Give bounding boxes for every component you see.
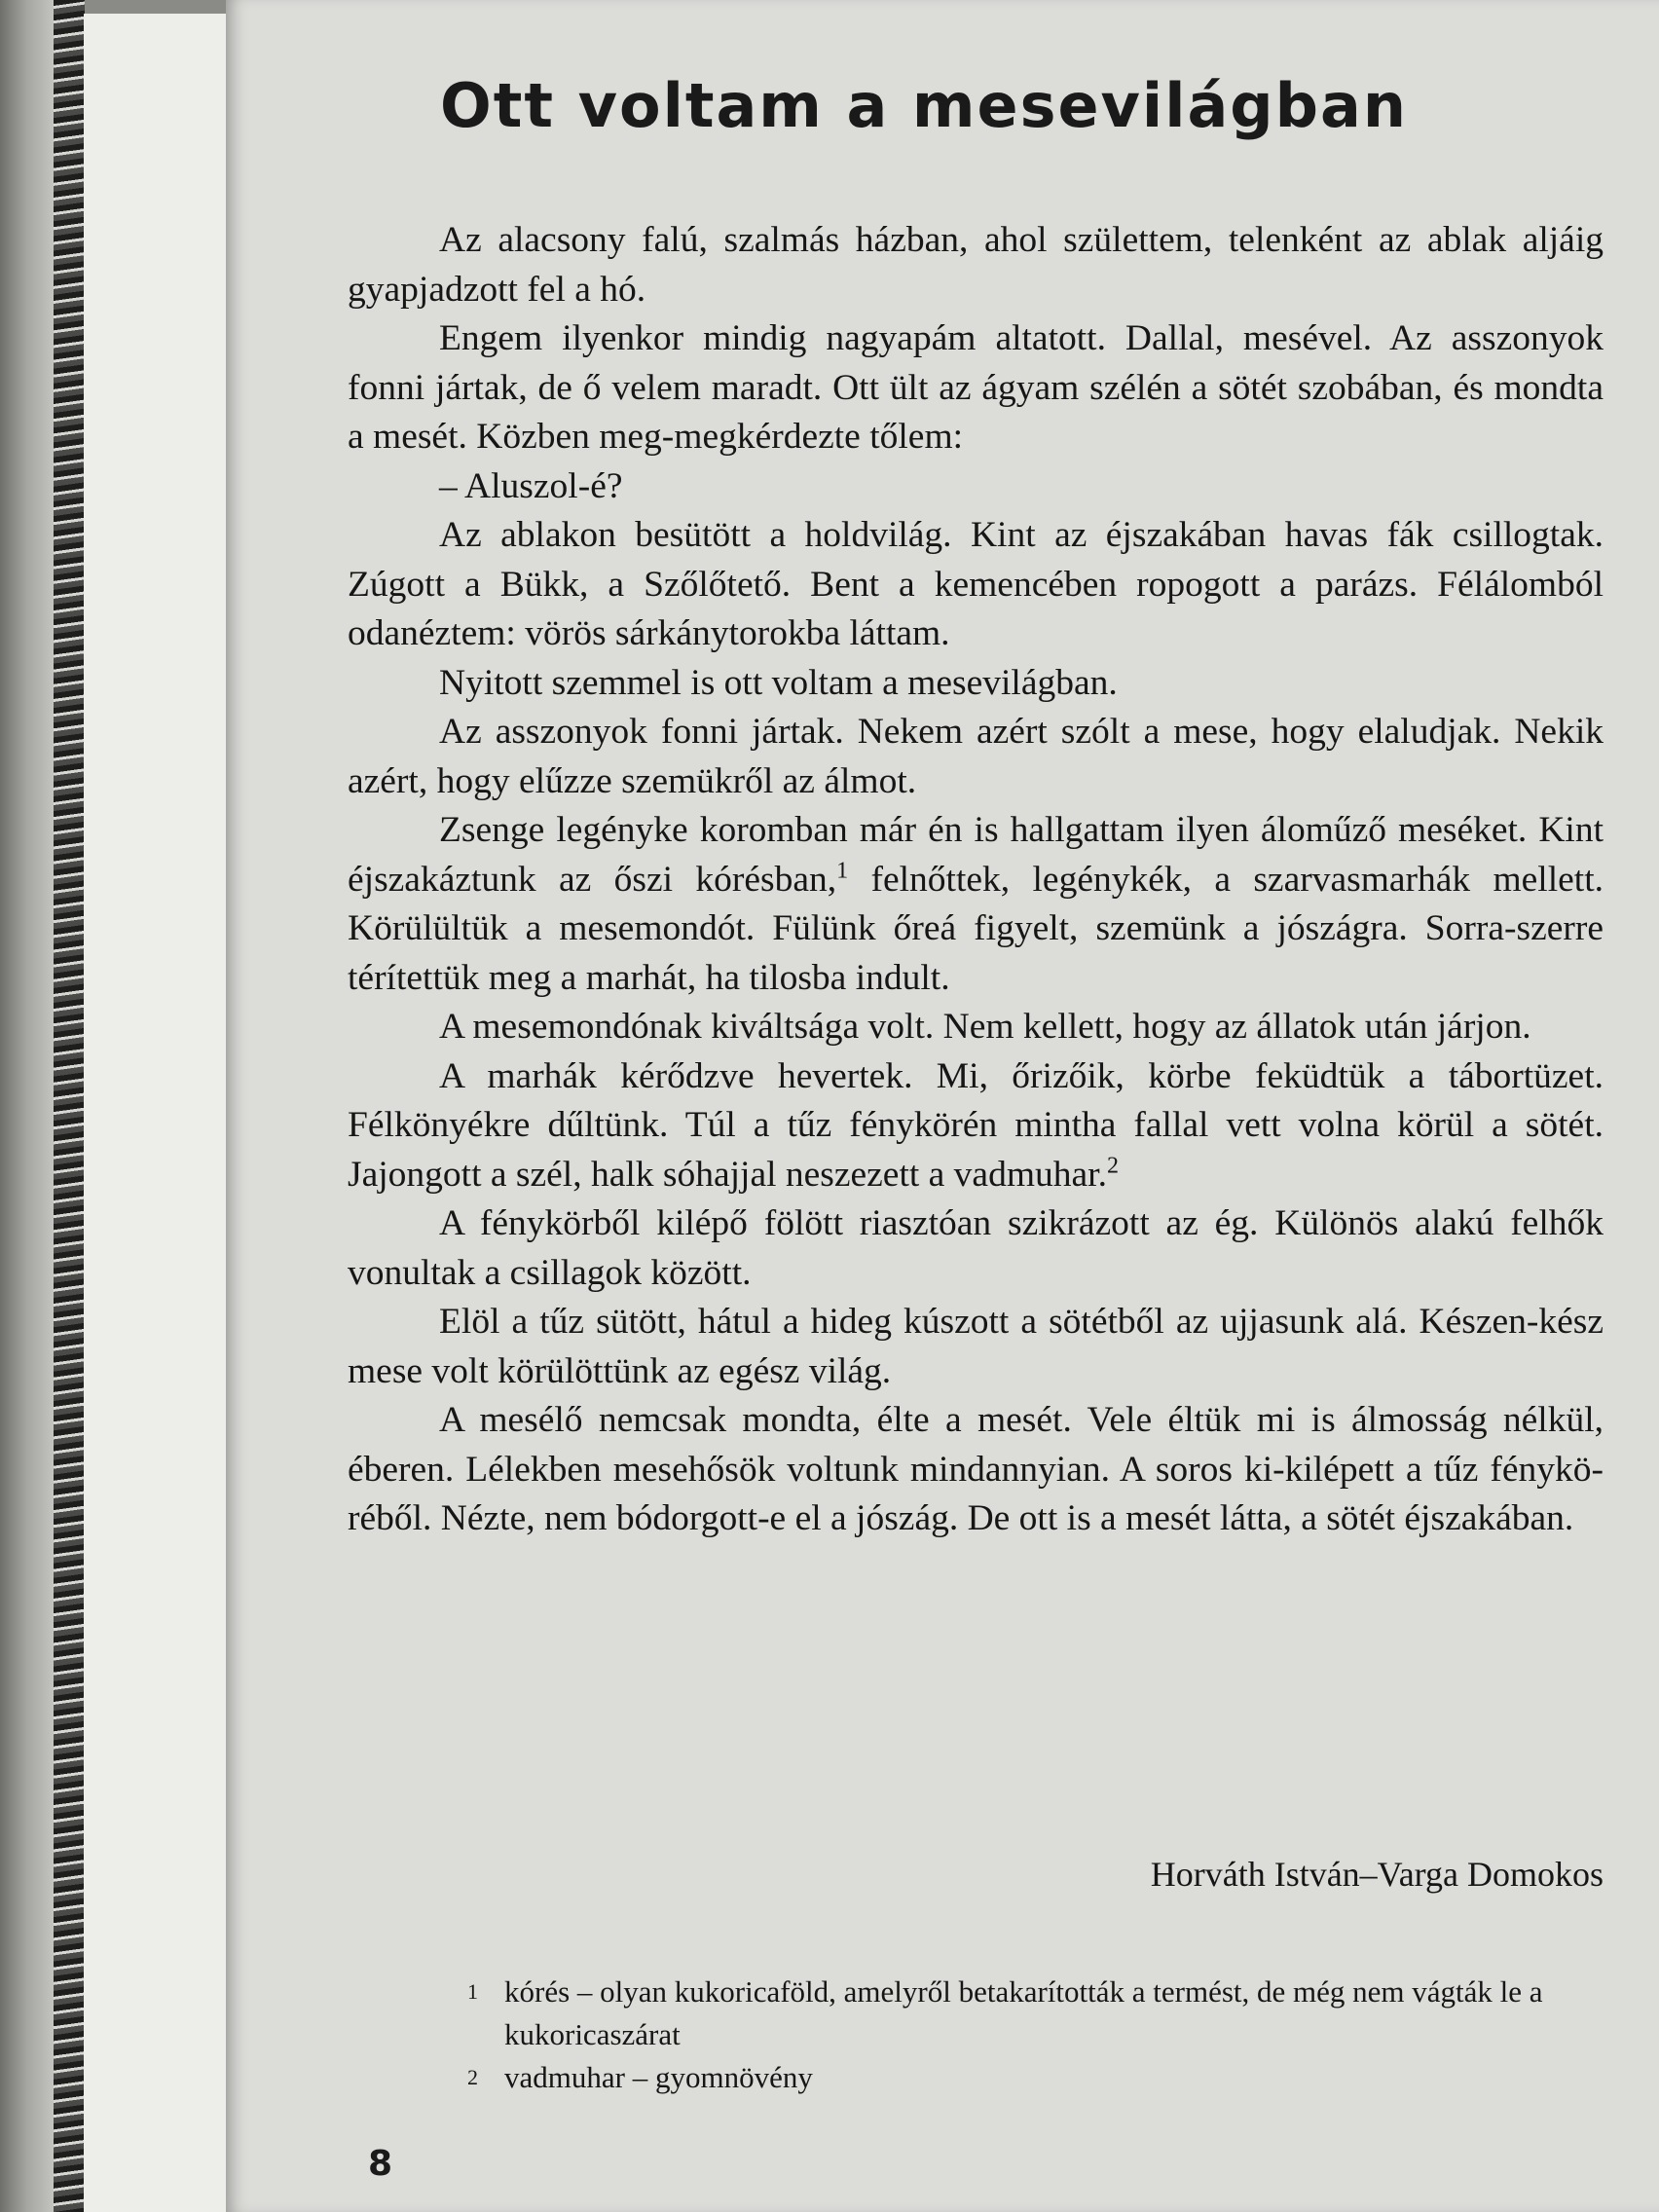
previous-page-margin: [84, 14, 228, 2212]
footnotes: [467, 1971, 1606, 2099]
footnote-number: 2: [467, 2065, 478, 2089]
footnote-marker: 1: [836, 858, 849, 883]
page-number: 8: [368, 2144, 393, 2184]
paragraph: Engem ilyenkor mindig nagyapám altatott. Dallal, mesével. Az asszonyok fonni jártak, de ő velem maradt. Ott ült az ágyam szélén a sötét szobában, és mondta a mesét. Közben meg-megkérdezte tőlem:: [348, 318, 1604, 457]
page-title: Ott voltam a mesevilágban: [440, 70, 1409, 141]
paragraph: A mesélő nemcsak mondta, élte a mesét. Vele éltük mi is álmosság nélkül, éberen. Lélekben mesehősök voltunk mindannyian. A soros ki-kilépett a tűz fényköréből. Nézte, nem bódorgott-e el a jószág. De ott is a mesét látta, a sötét éjszakában.: [348, 1400, 1604, 1538]
paragraph: [348, 1052, 1604, 1200]
paragraph: Nyitott szemmel is ott voltam a mesevilágban.: [439, 662, 1118, 703]
author-credit: Horváth István–Varga Domokos: [1150, 1855, 1604, 1894]
paragraph-text: A marhák kérődzve hevertek. Mi, őrizőik, körbe feküdtük a tábortüzet. Félkönyékre dűltünk. Túl a tűz fénykörén mintha fallal vett volna körül a sötét. Jajongott a szél, halk sóhajjal neszezett a vadmuhar.: [348, 1055, 1604, 1195]
book-edge: [0, 0, 58, 2212]
paragraph: A mesemondónak kiváltsága volt. Nem kellett, hogy az állatok után járjon.: [439, 1007, 1531, 1047]
paragraph: Az asszonyok fonni jártak. Nekem azért szólt a mese, hogy elaludjak. Nekik azért, hogy elűzze szemükről az álmot.: [348, 712, 1604, 801]
footnote: [467, 1971, 1606, 2056]
paragraph-text: Zsenge legényke koromban már én is hallgattam ilyen áloműző meséket. Kint éjszakáztunk az őszi kórésban,: [348, 810, 1604, 900]
paragraph: – Aluszol-é?: [439, 465, 623, 506]
footnote: [467, 2056, 1606, 2099]
paragraph: A fénykörből kilépő fölött riasztóan szikrázott az ég. Különös alakú felhők vonultak a csillagok között.: [348, 1203, 1604, 1293]
adjacent-page-illustration: [54, 0, 85, 2212]
paragraph: Elöl a tűz sütött, hátul a hideg kúszott a sötétből az ujjasunk alá. Készen-kész mese volt körülöttünk az egész világ.: [348, 1302, 1604, 1391]
paragraph-text: felnőttek, legénykék, a szarvasmarhák mellett. Körülültük a mesemondót. Fülünk őreá figyelt, szemünk a jószágra. Sorra-szerre térítettük meg a marhát, ha tilosba indult.: [348, 859, 1604, 998]
paragraph: [348, 806, 1604, 1003]
footnote-text: kórés – olyan kukoricaföld, amelyről betakarították a termést, de még nem vágták le a kukoricaszárat: [504, 1974, 1543, 2051]
book-page: [226, 0, 1659, 2212]
paragraph: Az ablakon besütött a holdvilág. Kint az éjszakában havas fák csillogtak. Zúgott a Bükk, a Szőlőtető. Bent a kemencében ropogott a parázs. Félálomból odanéztem: vörös sárkánytorokba láttam.: [348, 515, 1604, 653]
story-text: [348, 216, 1604, 1544]
paragraph: Az alacsony falú, szalmás házban, ahol születtem, telenként az ablak aljáig gyapjadzott fel a hó.: [348, 220, 1604, 310]
footnote-marker: 2: [1106, 1153, 1119, 1178]
footnote-number: 1: [467, 1979, 478, 2004]
footnote-text: vadmuhar – gyomnövény: [504, 2060, 813, 2094]
